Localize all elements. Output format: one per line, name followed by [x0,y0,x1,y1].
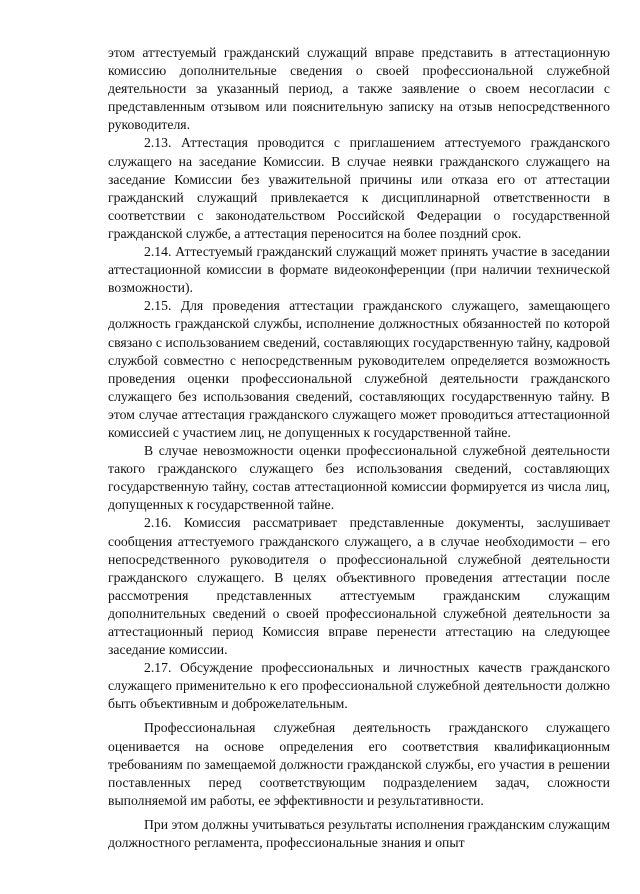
paragraph-results: При этом должны учитываться результаты исполнения гражданским служащим должностного регламента, профессиональные знания и опыт [108,816,610,851]
paragraph-2-13: 2.13. Аттестация проводится с приглашением аттестуемого гражданского служащего на заседание Комиссии. В случае неявки гражданского служащего на заседание Комиссии без уважительной причины или отказа его от аттестации гражданский служащий привлекается к дисциплинарной ответственности в соответствии с законодательством Российской Федерации о государственной гражданской службе, а аттестация переносится на более поздний срок. [108,135,610,241]
paragraph-2-14: 2.14. Аттестуемый гражданский служащий может принять участие в заседании аттестационной комиссии в формате видеоконференции (при наличии технической возможности). [108,244,610,296]
paragraph-2-15-secret: В случае невозможности оценки профессиональной служебной деятельности такого гражданского служащего без использования сведений, составляющих государственную тайну, состав аттестационной комиссии формируется из числа лиц, допущенных к государственной тайне. [108,443,610,513]
paragraph-continuation: этом аттестуемый гражданский служащий вправе представить в аттестационную комиссию дополнительные сведения о своей профессиональной служебной деятельности за указанный период, а также заявление о своем несогласии с представленным отзывом или пояснительную записку на отзыв непосредственного руководителя. [108,45,610,133]
paragraph-evaluation: Профессиональная служебная деятельность гражданского служащего оценивается на основе определения его соответствия квалификационным требованиям по замещаемой должности гражданской службы, его участия в решении поставленных перед соответствующим подразделением задач, сложности выполняемой им работы, ее эффективности и результативности. [108,720,610,808]
paragraph-2-17: 2.17. Обсуждение профессиональных и личностных качеств гражданского служащего применительно к его профессиональной служебной деятельности должно быть объективным и доброжелательным. [108,660,610,712]
paragraph-2-15: 2.15. Для проведения аттестации гражданского служащего, замещающего должность гражданской службы, исполнение должностных обязанностей по которой связано с использованием сведений, составляющих государственную тайну, кадровой службой совместно с непосредственным руководителем определяется возможность проведения оценки профессиональной служебной деятельности гражданского служащего без использования сведений, составляющих государственную тайну. В этом случае аттестация гражданского служащего может проводиться аттестационной комиссией с участием лиц, не допущенных к государственной тайне. [108,298,610,440]
paragraph-2-16: 2.16. Комиссия рассматривает представленные документы, заслушивает сообщения аттестуемого гражданского служащего, а в случае необходимости – его непосредственного руководителя о профессиональной служебной деятельности гражданского служащего. В целях объективного проведения аттестации после рассмотрения представленных аттестуемым гражданским служащим дополнительных сведений о своей профессиональной служебной деятельности за аттестационный период Комиссия вправе перенести аттестацию на следующее заседание комиссии. [108,515,610,658]
